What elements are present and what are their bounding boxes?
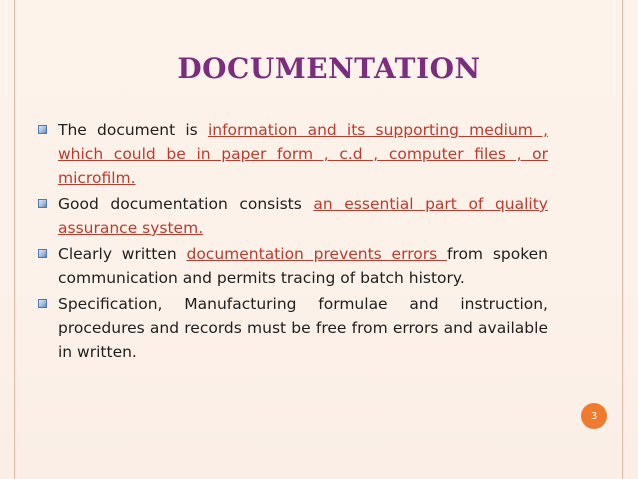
bullet-text bbox=[58, 195, 548, 237]
bullet-item-3 bbox=[38, 242, 548, 290]
bullet-text-normal: from spoken communication and permits tracing of batch history. bbox=[58, 245, 548, 287]
bullet-item-1 bbox=[38, 118, 548, 190]
square-bullet-icon bbox=[38, 249, 47, 258]
bullet-text-normal: The document is bbox=[58, 121, 208, 139]
square-bullet-icon bbox=[38, 299, 47, 308]
bullet-text-normal: Specification, Manufacturing formulae and instruction, procedures and records must be free from errors and available in written. bbox=[58, 295, 548, 361]
bullet-list bbox=[38, 118, 548, 366]
bullet-text-normal: Clearly written bbox=[58, 245, 187, 263]
slide-title: DOCUMENTATION bbox=[177, 52, 481, 85]
bullet-item-2 bbox=[38, 192, 548, 240]
page-number-badge: 3 bbox=[581, 403, 607, 429]
bullet-text-highlight: an essential part of quality assurance system. bbox=[58, 195, 548, 237]
square-bullet-icon bbox=[38, 125, 47, 134]
bullet-text-highlight: information and its supporting medium , which could be in paper form , c.d , computer files , or microfilm. bbox=[58, 121, 548, 187]
bullet-text-highlight: documentation prevents errors bbox=[186, 245, 447, 263]
bullet-text-normal: Good documentation consists bbox=[58, 195, 314, 213]
bullet-item-4 bbox=[38, 292, 548, 364]
bullet-text bbox=[58, 121, 548, 187]
square-bullet-icon bbox=[38, 199, 47, 208]
bullet-text bbox=[58, 295, 548, 361]
bullet-text bbox=[58, 245, 548, 287]
